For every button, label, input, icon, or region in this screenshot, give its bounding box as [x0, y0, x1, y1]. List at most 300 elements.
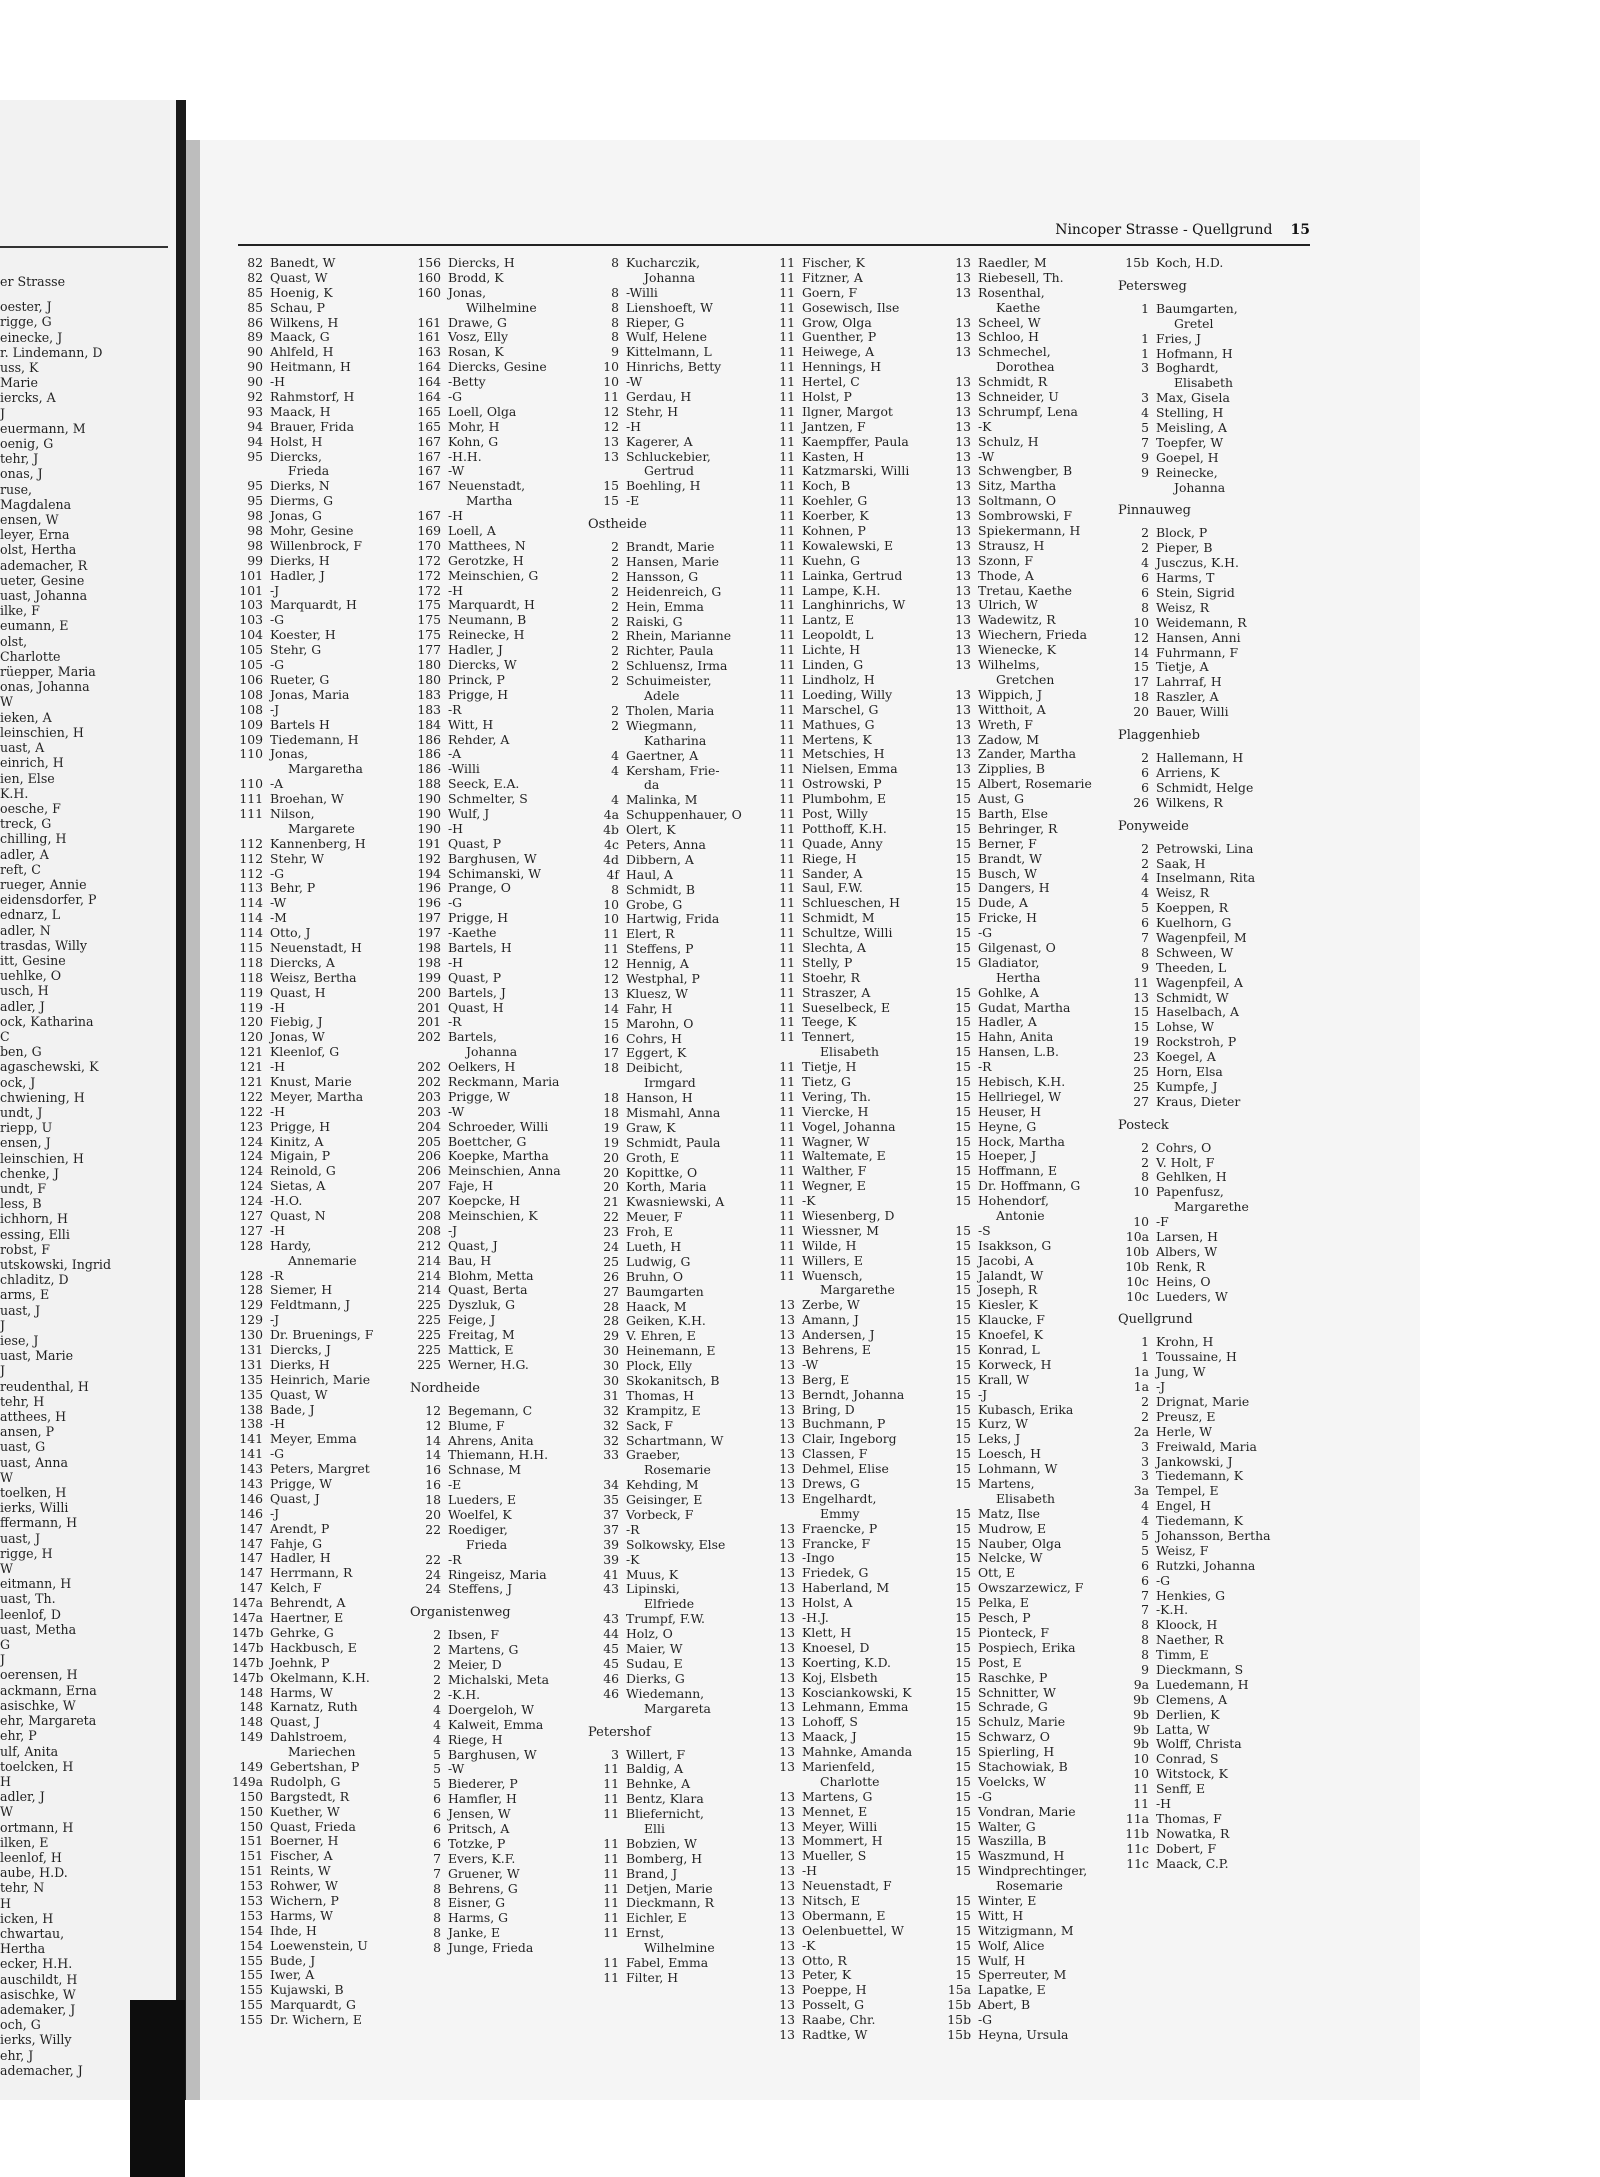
resident-name: Luedemann, H — [1156, 1676, 1249, 1692]
resident-name: Emmy — [820, 1505, 860, 1521]
house-number: 2 — [611, 717, 619, 733]
directory-column-3 — [588, 256, 770, 1986]
directory-entry — [764, 807, 946, 822]
house-number: 15 — [955, 984, 971, 1000]
resident-name: Richter, Paula — [626, 643, 714, 659]
house-number: 11 — [779, 523, 795, 539]
directory-entry — [588, 987, 770, 1002]
resident-name: Ernst, — [626, 1925, 665, 1941]
directory-entry — [232, 1924, 414, 1939]
left-page-entry: leinschien, H — [0, 1150, 84, 1166]
resident-name: Boghardt, — [1156, 360, 1219, 376]
directory-entry — [1118, 1693, 1300, 1708]
resident-name: Spierling, H — [978, 1744, 1055, 1760]
resident-name: Rosenthal, — [978, 284, 1045, 300]
house-number: 15 — [955, 820, 971, 836]
directory-entry — [940, 1432, 1122, 1447]
resident-name: Rhein, Marianne — [626, 628, 732, 644]
house-number: 13 — [779, 1907, 795, 1923]
resident-name: Sperreuter, M — [978, 1967, 1067, 1983]
directory-entry — [764, 1239, 946, 1254]
resident-name: Elert, R — [626, 926, 675, 942]
resident-name: Kasten, H — [802, 448, 864, 464]
directory-entry — [588, 1777, 770, 1792]
left-page-entry: rigge, H — [0, 1545, 53, 1561]
directory-entry — [588, 838, 770, 853]
resident-name: Albers, W — [1156, 1243, 1218, 1259]
resident-name: Schloo, H — [978, 329, 1039, 345]
resident-name: Hebisch, K.H. — [978, 1073, 1066, 1089]
directory-entry — [940, 1656, 1122, 1671]
directory-entry — [588, 1926, 770, 1941]
directory-entry — [764, 1373, 946, 1388]
directory-entry — [410, 643, 592, 658]
house-number: 13 — [779, 1878, 795, 1894]
house-number: 11 — [779, 299, 795, 315]
left-page-entry: chwartau, — [0, 1925, 65, 1941]
resident-name: Jensen, W — [448, 1806, 511, 1822]
house-number: 183 — [417, 686, 441, 702]
resident-name: Behrens, E — [802, 1342, 871, 1358]
resident-name: Lainka, Gertrud — [802, 567, 903, 583]
resident-name: Broehan, W — [270, 791, 344, 807]
house-number: 15 — [955, 1029, 971, 1045]
house-number: 5 — [433, 1776, 441, 1792]
directory-entry — [940, 1983, 1122, 1998]
house-number: 175 — [417, 597, 441, 613]
resident-name: Maack, C.P. — [1156, 1855, 1229, 1871]
house-number: 15 — [603, 478, 619, 494]
resident-name: Meinschien, G — [448, 567, 539, 583]
house-number: 15 — [1133, 1019, 1149, 1035]
directory-entry — [588, 1225, 770, 1240]
directory-entry — [232, 658, 414, 673]
directory-entry — [1118, 481, 1300, 496]
house-number: 175 — [417, 612, 441, 628]
resident-name: Behnke, A — [626, 1776, 691, 1792]
house-number: 13 — [955, 731, 971, 747]
house-number: 13 — [955, 314, 971, 330]
house-number: 17 — [1133, 674, 1149, 690]
left-page-entry: toelken, H — [0, 1485, 67, 1501]
directory-entry — [232, 837, 414, 852]
resident-name: Dierms, G — [270, 493, 334, 509]
directory-entry — [764, 1686, 946, 1701]
directory-entry — [940, 1298, 1122, 1313]
house-number: 194 — [417, 865, 441, 881]
directory-entry — [588, 808, 770, 823]
directory-entry — [764, 584, 946, 599]
directory-entry — [940, 1239, 1122, 1254]
house-number: 2 — [1141, 1139, 1149, 1155]
directory-entry — [940, 613, 1122, 628]
house-number: 11 — [779, 1073, 795, 1089]
directory-entry — [232, 1879, 414, 1894]
resident-name: Kloock, H — [1156, 1617, 1218, 1633]
resident-name: Mohr, Gesine — [270, 523, 354, 539]
resident-name: Lahrraf, H — [1156, 674, 1222, 690]
directory-entry — [232, 539, 414, 554]
directory-entry — [940, 390, 1122, 405]
directory-entry — [764, 1656, 946, 1671]
resident-name: Korweck, H — [978, 1356, 1052, 1372]
house-number: 26 — [603, 1268, 619, 1284]
resident-name: -J — [270, 582, 280, 598]
directory-entry — [588, 629, 770, 644]
directory-entry — [588, 1792, 770, 1807]
house-number: 15 — [955, 1073, 971, 1089]
house-number: 124 — [239, 1163, 263, 1179]
house-number: 15 — [955, 1818, 971, 1834]
house-number: 15 — [955, 999, 971, 1015]
directory-entry — [232, 703, 414, 718]
house-number: 11c — [1126, 1855, 1149, 1871]
resident-name: Drignat, Marie — [1156, 1394, 1250, 1409]
resident-name: Raschke, P — [978, 1669, 1048, 1685]
directory-entry — [1118, 1230, 1300, 1245]
resident-name: Biederer, P — [448, 1776, 518, 1792]
left-page-entry: ilken, E — [0, 1834, 49, 1850]
resident-name: Barth, Else — [978, 805, 1048, 821]
resident-name: Rockstroh, P — [1156, 1034, 1237, 1050]
directory-entry — [588, 1807, 770, 1822]
resident-name: Saak, H — [1156, 855, 1206, 871]
directory-entry — [940, 286, 1122, 301]
house-number: 147 — [239, 1565, 263, 1581]
directory-entry — [940, 643, 1122, 658]
house-number: 151 — [239, 1848, 263, 1864]
resident-name: Elisabeth — [996, 1490, 1055, 1506]
house-number: 1 — [1141, 345, 1149, 361]
resident-name: Kohn, G — [448, 433, 499, 449]
directory-entry — [940, 450, 1122, 465]
directory-entry — [764, 494, 946, 509]
resident-name: Berndt, Johanna — [802, 1386, 905, 1402]
house-number: 13 — [955, 582, 971, 598]
directory-entry — [232, 598, 414, 613]
house-number: 11 — [603, 1776, 619, 1792]
house-number — [940, 673, 978, 688]
street-heading: Ostheide — [588, 517, 647, 533]
house-number: 225 — [417, 1356, 441, 1372]
street-heading: Ponyweide — [1118, 818, 1189, 834]
directory-entry — [940, 1477, 1122, 1492]
house-number — [940, 360, 978, 375]
directory-entry — [232, 762, 414, 777]
house-number: 13 — [955, 448, 971, 464]
resident-name: Tennert, — [802, 1029, 855, 1045]
directory-column-1 — [232, 256, 414, 2028]
resident-name: Prigge, H — [448, 910, 509, 926]
directory-entry — [940, 1671, 1122, 1686]
directory-entry — [232, 673, 414, 688]
house-number: 13 — [779, 1550, 795, 1566]
resident-name: Mathues, G — [802, 716, 875, 732]
resident-name: Kalweit, Emma — [448, 1716, 544, 1732]
house-number: 13 — [779, 1446, 795, 1462]
directory-entry — [940, 1596, 1122, 1611]
directory-entry — [232, 435, 414, 450]
directory-entry — [940, 777, 1122, 792]
directory-entry — [1118, 1663, 1300, 1678]
directory-entry — [940, 1641, 1122, 1656]
directory-entry — [410, 1179, 592, 1194]
house-number: 119 — [239, 999, 263, 1015]
resident-name: Koch, B — [802, 478, 851, 494]
directory-entry — [410, 1941, 592, 1956]
resident-name: Baumgarten — [626, 1283, 704, 1299]
left-page-entry: olst, — [0, 633, 28, 649]
resident-name: Witzigmann, M — [978, 1922, 1074, 1938]
house-number: 10c — [1126, 1288, 1149, 1304]
house-number: 197 — [417, 925, 441, 941]
resident-name: Hallemann, H — [1156, 750, 1244, 766]
directory-entry — [1118, 1080, 1300, 1095]
house-number: 1 — [1141, 1349, 1149, 1365]
house-number: 15 — [955, 1386, 971, 1402]
house-number: 13 — [779, 1327, 795, 1343]
resident-name: -G — [978, 925, 993, 941]
resident-name: Jonas, — [448, 284, 487, 300]
house-number: 15 — [955, 1118, 971, 1134]
house-number: 3 — [1141, 1453, 1149, 1469]
house-number: 4b — [603, 822, 619, 838]
directory-entry — [410, 1283, 592, 1298]
house-number: 11 — [603, 1835, 619, 1851]
left-page-entry: G — [0, 1637, 11, 1653]
directory-entry — [410, 1120, 592, 1135]
house-number: 11b — [1125, 1825, 1149, 1841]
house-number: 113 — [239, 880, 263, 896]
house-number: 11 — [779, 984, 795, 1000]
left-page-entry: ichhorn, H — [0, 1211, 69, 1227]
house-number: 11 — [1133, 1781, 1149, 1797]
directory-entry — [764, 1105, 946, 1120]
directory-entry — [232, 1983, 414, 1998]
house-number: 15 — [955, 1520, 971, 1536]
house-number: 167 — [417, 463, 441, 479]
directory-entry — [588, 1195, 770, 1210]
house-number: 15 — [955, 1833, 971, 1849]
house-number: 199 — [417, 969, 441, 985]
directory-entry — [588, 1076, 770, 1091]
resident-name: Bade, J — [270, 1401, 315, 1417]
directory-entry — [1118, 1484, 1300, 1499]
resident-name: V. Ehren, E — [626, 1328, 696, 1344]
directory-entry — [588, 644, 770, 659]
house-number: 12 — [603, 418, 619, 434]
resident-name: Marquardt, G — [270, 1997, 356, 2013]
directory-entry — [588, 749, 770, 764]
house-number: 5 — [1141, 900, 1149, 916]
resident-name: Kucharczik, — [626, 255, 701, 270]
left-page-entry: ruse, — [0, 481, 33, 497]
resident-name: Obermann, E — [802, 1907, 886, 1923]
resident-name: Lichte, H — [802, 642, 861, 658]
resident-name: Raiski, G — [626, 613, 683, 629]
house-number: 11 — [779, 344, 795, 360]
directory-entry — [940, 1417, 1122, 1432]
directory-entry — [410, 792, 592, 807]
resident-name: Diercks, J — [270, 1342, 331, 1358]
resident-name: Peter, K — [802, 1967, 852, 1983]
resident-name: Berg, E — [802, 1371, 850, 1387]
directory-entry — [764, 524, 946, 539]
house-number: 11a — [1125, 1810, 1149, 1826]
directory-entry — [1118, 781, 1300, 796]
resident-name: Heidenreich, G — [626, 583, 722, 599]
house-number: 44 — [603, 1626, 619, 1642]
resident-name: Migain, P — [270, 1148, 331, 1164]
directory-entry — [940, 1492, 1122, 1507]
house-number: 8 — [611, 284, 619, 300]
directory-entry — [940, 1924, 1122, 1939]
left-page-entry: oesche, F — [0, 800, 61, 816]
directory-entry — [1118, 317, 1300, 332]
house-number: 121 — [239, 1059, 263, 1075]
house-number: 27 — [603, 1283, 619, 1299]
directory-entry — [588, 1270, 770, 1285]
house-number: 13 — [779, 1758, 795, 1774]
directory-entry — [940, 1179, 1122, 1194]
house-number: 15 — [955, 1699, 971, 1715]
resident-name: -W — [978, 448, 995, 464]
resident-name: Fiebig, J — [270, 1014, 323, 1030]
directory-entry — [1118, 1020, 1300, 1035]
directory-entry — [588, 1314, 770, 1329]
house-number: 13 — [779, 1401, 795, 1417]
resident-name: Mohr, H — [448, 418, 500, 434]
house-number — [764, 1045, 802, 1060]
left-page-entry: oerensen, H — [0, 1667, 78, 1683]
house-number: 130 — [239, 1327, 263, 1343]
resident-name: Lampe, K.H. — [802, 582, 881, 598]
directory-entry — [940, 1566, 1122, 1581]
directory-entry — [410, 807, 592, 822]
house-number: 150 — [239, 1803, 263, 1819]
directory-entry — [410, 330, 592, 345]
directory-entry — [1118, 347, 1300, 362]
resident-name: Kersham, Frie- — [626, 762, 720, 778]
directory-entry — [764, 703, 946, 718]
house-number: 192 — [417, 850, 441, 866]
left-page-entry: r. Lindemann, D — [0, 344, 103, 360]
directory-entry — [764, 479, 946, 494]
resident-name: Faje, H — [448, 1178, 494, 1194]
left-page-entry: uss, K — [0, 360, 39, 376]
house-number: 15 — [955, 1267, 971, 1283]
resident-name: Margaretha — [288, 761, 363, 777]
house-number: 203 — [417, 1103, 441, 1119]
directory-entry — [410, 256, 592, 271]
directory-entry — [232, 777, 414, 792]
house-number — [940, 1879, 978, 1894]
left-page-entry: Magdalena — [0, 496, 72, 512]
house-number: 124 — [239, 1193, 263, 1209]
house-number: 11 — [603, 941, 619, 957]
house-number: 3a — [1133, 1483, 1149, 1499]
house-number: 141 — [239, 1431, 263, 1447]
house-number: 122 — [239, 1088, 263, 1104]
resident-name: Schwarz, O — [978, 1729, 1050, 1745]
left-page-entry: tehr, N — [0, 1880, 45, 1896]
directory-entry — [588, 1210, 770, 1225]
directory-entry — [764, 1805, 946, 1820]
left-page-entry: W — [0, 1804, 13, 1820]
house-number: 15 — [955, 1714, 971, 1730]
resident-name: Neuenstadt, — [448, 478, 526, 494]
resident-name: Wiessner, M — [802, 1222, 879, 1238]
resident-name: Johansson, Bertha — [1156, 1528, 1271, 1544]
left-page-entry: chenke, J — [0, 1165, 59, 1181]
directory-entry — [588, 942, 770, 957]
directory-entry — [764, 539, 946, 554]
house-number: 13 — [779, 1595, 795, 1611]
directory-entry — [588, 1612, 770, 1627]
directory-entry — [764, 1149, 946, 1164]
house-number: 124 — [239, 1148, 263, 1164]
directory-entry — [410, 971, 592, 986]
directory-entry — [410, 524, 592, 539]
directory-entry — [410, 1822, 592, 1837]
directory-entry — [588, 1359, 770, 1374]
house-number: 13 — [955, 508, 971, 524]
resident-name: Elfriede — [644, 1596, 695, 1612]
resident-name: Fuhrmann, F — [1156, 644, 1239, 660]
house-number: 21 — [603, 1194, 619, 1210]
page-gutter — [186, 140, 200, 2100]
house-number: 10 — [603, 359, 619, 375]
directory-entry — [232, 1939, 414, 1954]
directory-entry — [764, 464, 946, 479]
house-number: 7 — [1141, 1602, 1149, 1618]
resident-name: -Kaethe — [448, 925, 497, 941]
house-number: 13 — [779, 1297, 795, 1313]
house-number: 202 — [417, 1059, 441, 1075]
resident-name: Doergeloh, W — [448, 1701, 534, 1717]
resident-name: Spiekermann, H — [978, 523, 1081, 539]
directory-entry — [410, 1896, 592, 1911]
left-page-entry: chwiening, H — [0, 1089, 85, 1105]
house-number: 3 — [1141, 1468, 1149, 1484]
house-number: 16 — [603, 1030, 619, 1046]
resident-name: Eggert, K — [626, 1045, 687, 1061]
directory-entry — [940, 911, 1122, 926]
left-page-entry: leenlof, D — [0, 1606, 61, 1622]
directory-entry — [588, 1463, 770, 1478]
resident-name: Neuenstadt, F — [802, 1878, 892, 1894]
directory-entry — [232, 464, 414, 479]
resident-name: Oelkers, H — [448, 1059, 516, 1075]
house-number: 190 — [417, 805, 441, 821]
house-number: 15 — [955, 1773, 971, 1789]
resident-name: Koeppen, R — [1156, 900, 1229, 916]
directory-entry — [410, 1852, 592, 1867]
directory-entry — [588, 420, 770, 435]
house-number: 11 — [779, 463, 795, 479]
directory-entry — [588, 615, 770, 630]
directory-entry — [1118, 302, 1300, 317]
directory-entry — [410, 658, 592, 673]
house-number: 225 — [417, 1312, 441, 1328]
resident-name: Schrade, G — [978, 1699, 1048, 1715]
house-number: 11 — [779, 1103, 795, 1119]
house-number: 15 — [955, 1595, 971, 1611]
directory-entry — [764, 896, 946, 911]
directory-entry — [940, 1403, 1122, 1418]
resident-name: Ostrowski, P — [802, 776, 882, 792]
house-number: 13 — [779, 1848, 795, 1864]
